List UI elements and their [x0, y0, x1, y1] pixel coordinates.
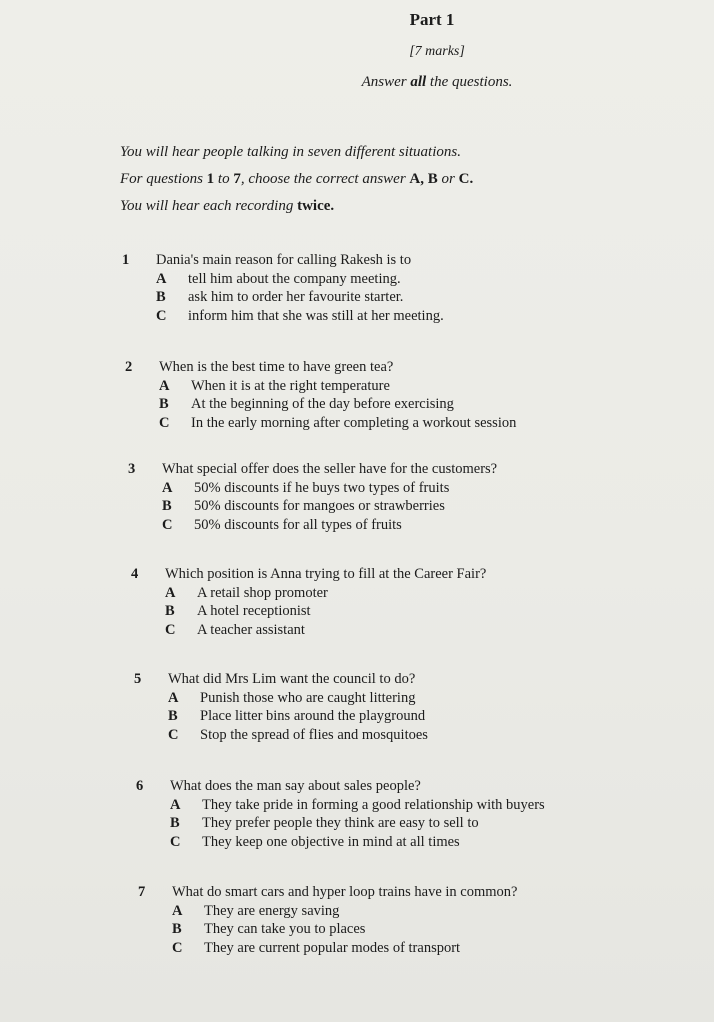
option-text: A teacher assistant — [197, 621, 305, 638]
option-text: They prefer people they think are easy to sell to — [202, 815, 479, 831]
instructions — [120, 144, 473, 225]
option-b[interactable] — [125, 395, 516, 414]
question-number: 1 — [122, 252, 130, 268]
option-text: They take pride in forming a good relationship with buyers — [202, 796, 545, 813]
option-text: They keep one objective in mind at all times — [202, 833, 460, 850]
option-text: Stop the spread of flies and mosquitoes — [200, 726, 428, 743]
option-letter: A — [168, 689, 179, 706]
question-3 — [128, 460, 497, 534]
option-letter: C — [172, 939, 183, 956]
option-b[interactable] — [138, 920, 517, 939]
question-number: 7 — [138, 884, 146, 900]
option-c[interactable] — [125, 414, 516, 433]
question-7 — [138, 883, 517, 957]
part-title: Part 1 — [409, 10, 455, 29]
question-text: What does the man say about sales people? — [170, 778, 421, 794]
question-number: 4 — [131, 566, 139, 582]
option-text: tell him about the company meeting. — [188, 270, 401, 287]
line2-mid3: or — [437, 171, 459, 187]
option-letter: B — [156, 289, 166, 305]
option-text: inform him that she was still at her meeting. — [188, 307, 444, 324]
option-c[interactable] — [138, 939, 517, 958]
line2-prefix: For questions — [120, 171, 207, 187]
line2-mid2: , choose the correct answer — [240, 171, 410, 187]
option-letter: A — [162, 479, 173, 496]
instruction-line-3 — [120, 198, 473, 225]
question-1 — [122, 251, 444, 325]
option-letter: C — [162, 516, 173, 533]
option-letter: B — [168, 708, 178, 724]
option-b[interactable] — [136, 814, 545, 833]
question-text: What did Mrs Lim want the council to do? — [168, 671, 416, 687]
option-c[interactable] — [131, 621, 486, 640]
marks-label: [7 marks] — [409, 44, 465, 59]
option-text: 50% discounts for mangoes or strawberries — [194, 498, 445, 514]
question-text: Which position is Anna trying to fill at the Career Fair? — [165, 566, 487, 582]
question-number: 5 — [134, 671, 142, 687]
option-a[interactable] — [125, 377, 516, 396]
option-a[interactable] — [122, 270, 444, 289]
option-b[interactable] — [134, 707, 428, 726]
option-text: ask him to order her favourite starter. — [188, 289, 404, 305]
option-text: They are energy saving — [204, 902, 340, 919]
option-text: 50% discounts for all types of fruits — [194, 516, 402, 533]
line2-bold3: A, B — [409, 171, 438, 187]
option-letter: B — [159, 396, 169, 412]
option-letter: B — [170, 815, 180, 831]
question-text: What special offer does the seller have for the customers? — [162, 461, 498, 477]
option-a[interactable] — [138, 902, 517, 921]
option-letter: A — [159, 377, 170, 394]
option-letter: B — [162, 498, 172, 514]
option-text: Place litter bins around the playground — [200, 708, 426, 724]
instruction-line-1: You will hear people talking in seven different situations. — [120, 144, 461, 160]
option-text: A hotel receptionist — [197, 603, 311, 619]
option-text: 50% discounts if he buys two types of fruits — [194, 479, 450, 496]
option-a[interactable] — [134, 689, 428, 708]
question-text: When is the best time to have green tea? — [159, 359, 394, 375]
instruction-prefix: Answer — [361, 74, 411, 90]
option-letter: C — [168, 726, 179, 743]
option-b[interactable] — [131, 602, 486, 621]
option-c[interactable] — [134, 726, 428, 745]
option-a[interactable] — [128, 479, 497, 498]
option-text: At the beginning of the day before exercising — [191, 396, 454, 412]
question-number: 2 — [125, 359, 133, 375]
option-text: They can take you to places — [204, 921, 366, 937]
line2-bold1: 1 — [206, 171, 215, 187]
option-letter: C — [170, 833, 181, 850]
option-letter: C — [156, 307, 167, 324]
line2-mid1: to — [214, 171, 234, 187]
option-text: In the early morning after completing a workout session — [191, 414, 517, 431]
option-c[interactable] — [136, 833, 545, 852]
line3-prefix: You will hear each recording — [120, 198, 298, 214]
line3-bold: twice. — [297, 198, 335, 214]
option-letter: C — [159, 414, 170, 431]
option-text: A retail shop promoter — [197, 584, 328, 601]
answer-all-instruction — [160, 74, 714, 91]
option-letter: A — [170, 796, 181, 813]
question-number: 3 — [128, 461, 136, 477]
page-header — [0, 10, 714, 91]
instruction-line-2 — [120, 171, 473, 198]
option-b[interactable] — [128, 497, 497, 516]
question-2 — [125, 358, 516, 432]
option-c[interactable] — [128, 516, 497, 535]
instruction-bold: all — [410, 74, 427, 90]
option-a[interactable] — [136, 796, 545, 815]
option-a[interactable] — [131, 584, 486, 603]
question-number: 6 — [136, 778, 144, 794]
option-text: They are current popular modes of transport — [204, 939, 461, 956]
option-letter: B — [172, 921, 182, 937]
option-letter: C — [165, 621, 176, 638]
question-6 — [136, 777, 545, 851]
question-5 — [134, 670, 428, 744]
option-letter: A — [156, 270, 167, 287]
question-text: What do smart cars and hyper loop trains have in common? — [172, 884, 518, 900]
line2-bold4: C. — [458, 171, 474, 187]
option-c[interactable] — [122, 307, 444, 326]
line2-bold2: 7 — [233, 171, 241, 187]
option-letter: B — [165, 603, 175, 619]
question-4 — [131, 565, 486, 639]
option-letter: A — [172, 902, 183, 919]
question-text: Dania's main reason for calling Rakesh is to — [156, 252, 412, 268]
option-letter: A — [165, 584, 176, 601]
option-b[interactable] — [122, 288, 444, 307]
option-text: When it is at the right temperature — [191, 377, 390, 394]
option-text: Punish those who are caught littering — [200, 689, 416, 706]
instruction-suffix: the questions. — [426, 74, 513, 90]
